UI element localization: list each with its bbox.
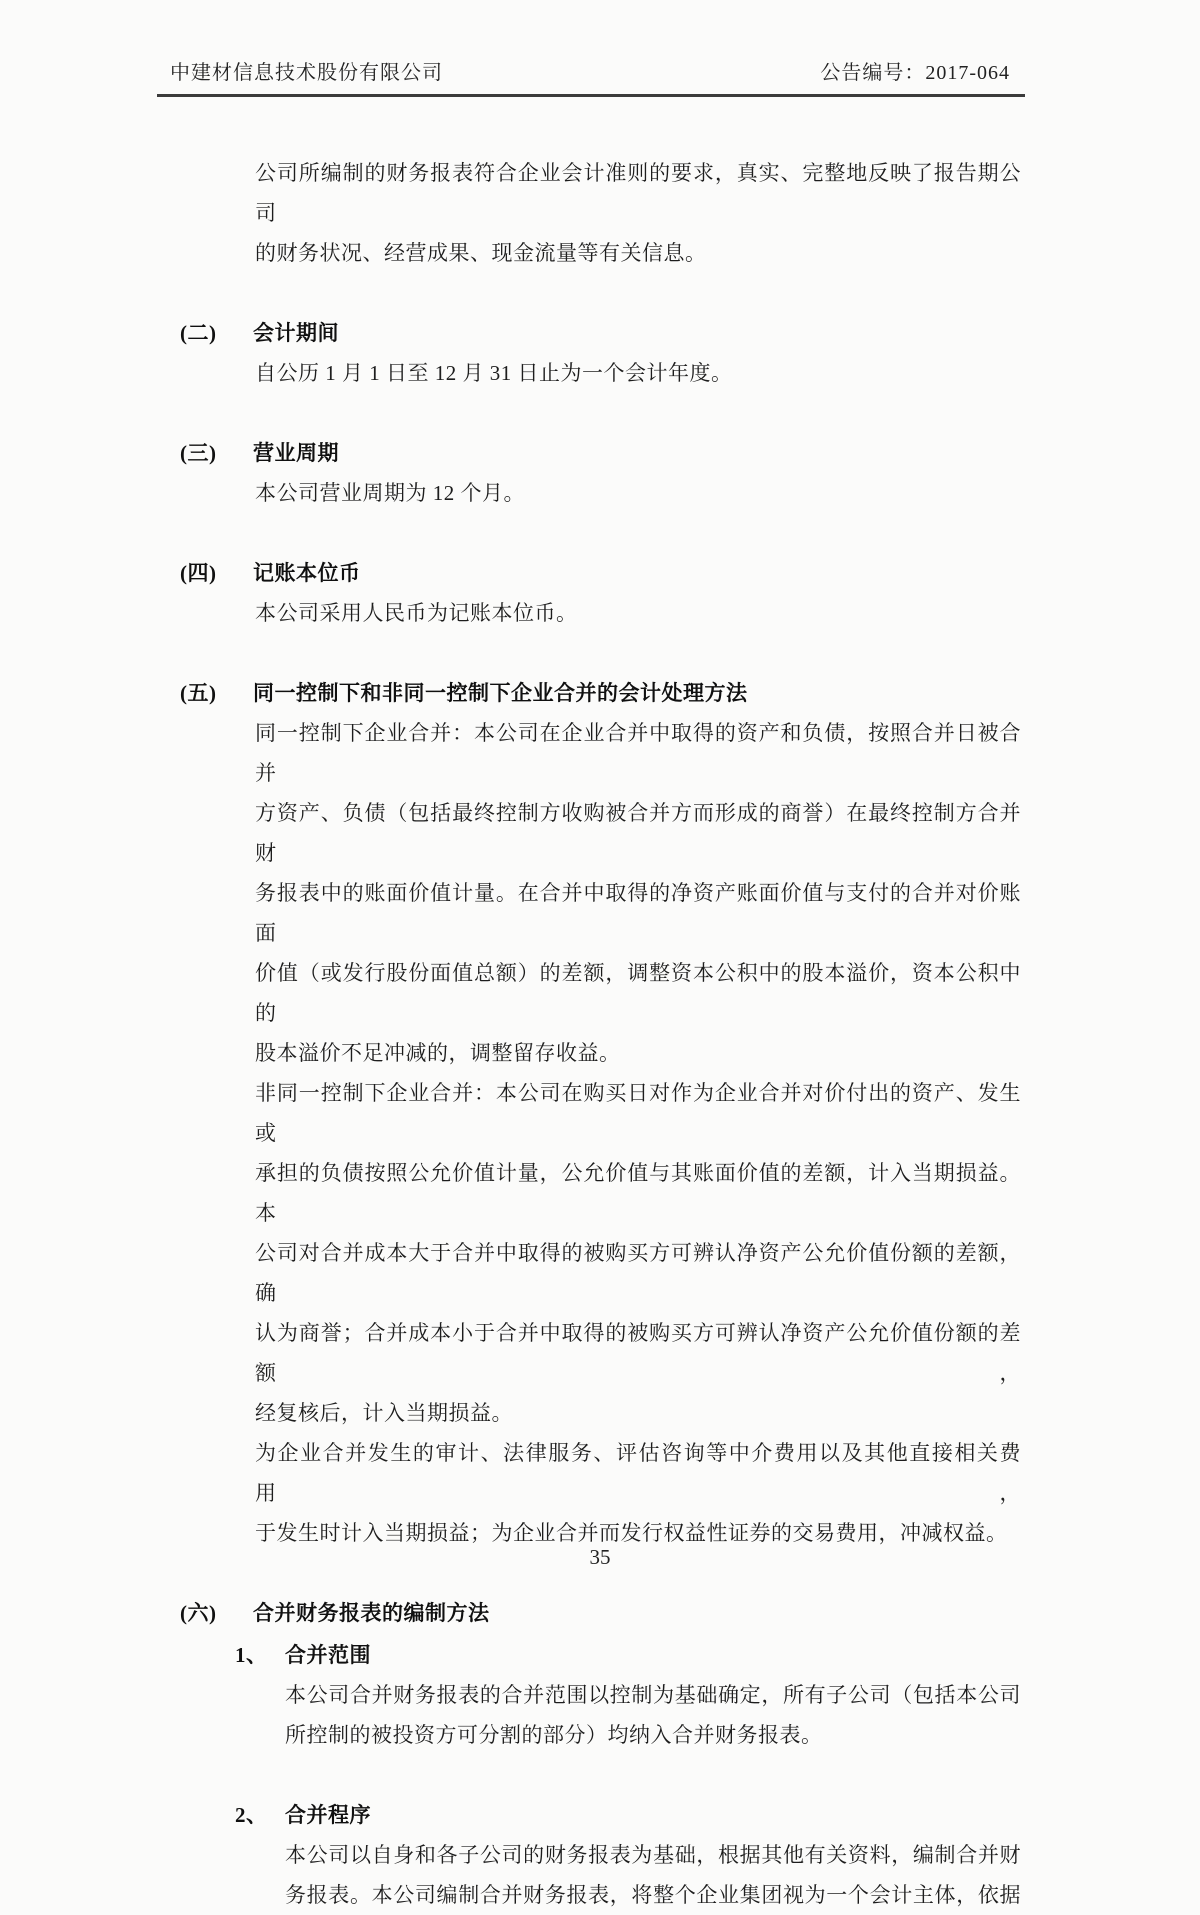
section-heading — [0, 1593, 1200, 1633]
section-accounting-period — [0, 313, 1200, 393]
section-business-combination-accounting — [0, 673, 1200, 1553]
subsection-title: 合并范围 — [285, 1643, 371, 1667]
text-line: 经复核后，计入当期损益。 — [255, 1401, 513, 1425]
section-heading — [0, 673, 1200, 713]
page-number: 35 — [589, 1545, 611, 1569]
text-line: 方资产、负债（包括最终控制方收购被合并方而形成的商誉）在最终控制方合并财 — [255, 801, 1021, 865]
header-company-name: 中建材信息技术股份有限公司 — [170, 62, 443, 84]
text-line: 本公司合并财务报表的合并范围以控制为基础确定，所有子公司（包括本公司 — [285, 1683, 1021, 1707]
text-line: 务报表。本公司编制合并财务报表，将整个企业集团视为一个会计主体，依据 — [285, 1883, 1021, 1907]
section-functional-currency — [0, 553, 1200, 633]
section-label: (三) — [180, 441, 217, 465]
section-title: 同一控制下和非同一控制下企业合并的会计处理方法 — [253, 681, 748, 705]
subsection-title: 合并程序 — [285, 1803, 371, 1827]
text-line: 本公司采用人民币为记账本位币。 — [255, 601, 578, 625]
text-line: 公司对合并成本大于合并中取得的被购买方可辨认净资产公允价值份额的差额，确 — [255, 1241, 1021, 1305]
section-label: (五) — [180, 681, 217, 705]
text-line: 股本溢价不足冲减的，调整留存收益。 — [255, 1041, 621, 1065]
section-consolidated-statements-method — [0, 1593, 1200, 1915]
document-body — [0, 153, 1200, 1915]
text-line: 本公司以自身和各子公司的财务报表为基础，根据其他有关资料，编制合并财 — [285, 1843, 1021, 1867]
text-line: 所控制的被投资方可分割的部分）均纳入合并财务报表。 — [285, 1723, 823, 1747]
text-line: 公司所编制的财务报表符合企业会计准则的要求，真实、完整地反映了报告期公司 — [255, 161, 1021, 225]
intro-paragraph — [255, 153, 1021, 273]
section-label: (四) — [180, 561, 217, 585]
text-line: 承担的负债按照公允价值计量，公允价值与其账面价值的差额，计入当期损益。本 — [255, 1161, 1021, 1225]
text-line: 为企业合并发生的审计、法律服务、评估咨询等中介费用以及其他直接相关费用， — [255, 1441, 1021, 1505]
text-line: 同一控制下企业合并：本公司在企业合并中取得的资产和负债，按照合并日被合并 — [255, 721, 1021, 785]
subsection-consolidation-procedure — [0, 1795, 1200, 1915]
text-line: 本公司营业周期为 12 个月。 — [255, 481, 525, 505]
section-label: (二) — [180, 321, 217, 345]
text-line: 的财务状况、经营成果、现金流量等有关信息。 — [255, 241, 707, 265]
page-header — [170, 56, 1010, 85]
text-line: 非同一控制下企业合并：本公司在购买日对作为企业合并对价付出的资产、发生或 — [255, 1081, 1021, 1145]
subsection-number: 2、 — [235, 1803, 268, 1827]
section-title: 合并财务报表的编制方法 — [253, 1601, 490, 1625]
text-line: 于发生时计入当期损益；为企业合并而发行权益性证券的交易费用，冲减权益。 — [255, 1521, 1008, 1545]
text-line: 价值（或发行股份面值总额）的差额，调整资本公积中的股本溢价，资本公积中的 — [255, 961, 1021, 1025]
text-line: 自公历 1 月 1 日至 12 月 31 日止为一个会计年度。 — [255, 361, 733, 385]
section-heading — [0, 313, 1200, 353]
section-title: 记账本位币 — [253, 561, 361, 585]
section-heading — [0, 433, 1200, 473]
text-line: 认为商誉；合并成本小于合并中取得的被购买方可辨认净资产公允价值份额的差额， — [255, 1321, 1021, 1385]
section-label: (六) — [180, 1601, 217, 1625]
text-line: 务报表中的账面价值计量。在合并中取得的净资产账面价值与支付的合并对价账面 — [255, 881, 1021, 945]
subsection-consolidation-scope — [0, 1635, 1200, 1755]
section-operating-cycle — [0, 433, 1200, 513]
subsection-heading — [0, 1795, 1200, 1835]
section-heading — [0, 553, 1200, 593]
section-paragraphs — [255, 713, 1021, 1553]
section-title: 营业周期 — [253, 441, 339, 465]
subsection-number: 1、 — [235, 1643, 268, 1667]
section-title: 会计期间 — [253, 321, 339, 345]
subsection-heading — [0, 1635, 1200, 1675]
header-doc-number: 公告编号：2017-064 — [820, 62, 1010, 84]
header-divider — [157, 94, 1025, 97]
